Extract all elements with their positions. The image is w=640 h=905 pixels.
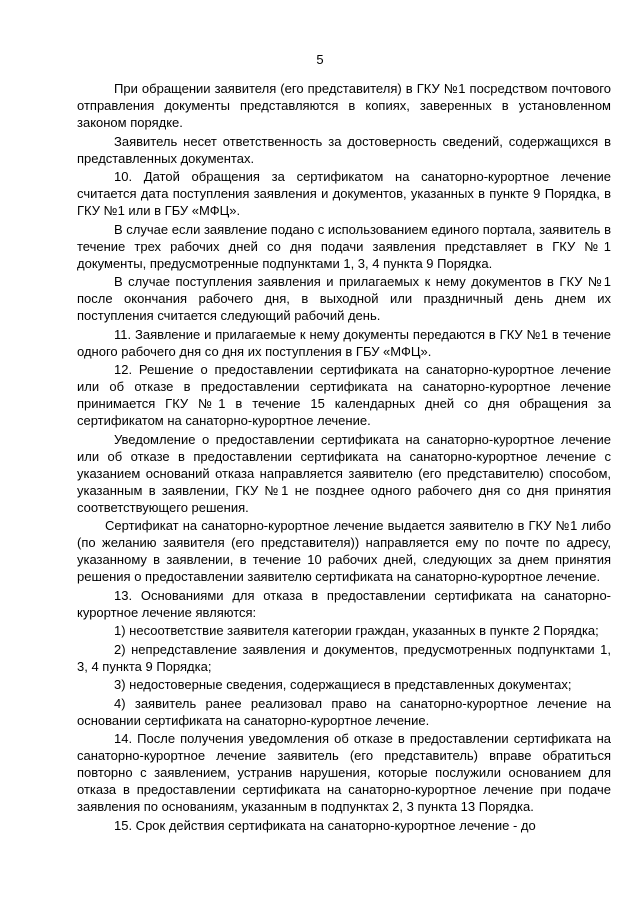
paragraph-11-transfer: 11. Заявление и прилагаемые к нему документы передаются в ГКУ №1 в течение одного рабочего дня со дня их поступления в ГБУ «МФЦ». [77,326,611,359]
paragraph-15-validity: 15. Срок действия сертификата на санаторно-курортное лечение - до [114,817,536,833]
page-number: 5 [316,52,324,67]
paragraph-applicant-responsibility: Заявитель несет ответственность за достоверность сведений, содержащихся в представленных документах. [77,133,611,166]
paragraph-13-item-3: 3) недостоверные сведения, содержащиеся в представленных документах; [114,677,572,692]
paragraph-13-item-2: 2) непредставление заявления и документов, предусмотренных подпунктами 1, 3, 4 пункта 9 Порядка; [77,641,611,674]
document-body [77,80,611,835]
paragraph-13-item-1: 1) несоответствие заявителя категории граждан, указанных в пункте 2 Порядка; [114,623,599,638]
paragraph-after-hours: В случае поступления заявления и прилагаемых к нему документов в ГКУ №1 после окончания рабочего дня, в выходной или праздничный день днем их поступления считается следующий рабочий день. [77,274,611,323]
paragraph-certificate-issue: Сертификат на санаторно-курортное лечение выдается заявителю в ГКУ №1 либо (по желанию заявителя (его представителя)) направляется ему по почте по адресу, указанному в заявлении, в течение 10 рабочих дней, следующих за днем принятия решения о предоставлении заявителю сертификата на санаторно-курортное лечение. [77,518,611,584]
paragraph-13-item-4: 4) заявитель ранее реализовал право на санаторно-курортное лечение на основании сертификата на санаторно-курортное лечение. [77,695,611,728]
paragraph-10-application-date: 10. Датой обращения за сертификатом на санаторно-курортное лечение считается дата поступления заявления и документов, указанных в пункте 9 Порядка, в ГКУ №1 или в ГБУ «МФЦ». [77,169,611,218]
paragraph-unified-portal: В случае если заявление подано с использованием единого портала, заявитель в течение трех рабочих дней со дня подачи заявления представляет в ГКУ №1 документы, предусмотренные подпунктами 1, 3, 4 пункта 9 Порядка. [77,221,611,271]
paragraph-13-refusal-grounds: 13. Основаниями для отказа в предоставлении сертификата на санаторно-курортное лечение являются: [77,587,611,620]
paragraph-12-decision: 12. Решение о предоставлении сертификата на санаторно-курортное лечение или об отказе в предоставлении сертификата на санаторно-курортное лечение принимается ГКУ №1 в течение 15 календарных дней со дня обращения за сертификатом на санаторно-курортное лечение. [77,362,611,428]
paragraph-postal-submission: При обращении заявителя (его представителя) в ГКУ №1 посредством почтового отправления документы представляются в копиях, заверенных в установленном законом порядке. [77,81,611,130]
paragraph-notification: Уведомление о предоставлении сертификата на санаторно-курортное лечение или об отказе в предоставлении сертификата на санаторно-курортное лечение с указанием оснований отказа направляется заявителю (его представителю) способом, указанным в заявлении, ГКУ №1 не позднее одного рабочего дня со дня принятия соответствующего решения. [77,431,611,515]
paragraph-14-reapply: 14. После получения уведомления об отказе в предоставлении сертификата на санаторно-курортное лечение заявитель (его представитель) вправе обратиться повторно с заявлением, устранив нарушения, которые послужили основанием для отказа в предоставлении сертификата на санаторно-курортное лечение при подаче заявления по основаниям, указанным в подпунктах 2, 3 пункта 13 Порядка. [77,731,611,814]
